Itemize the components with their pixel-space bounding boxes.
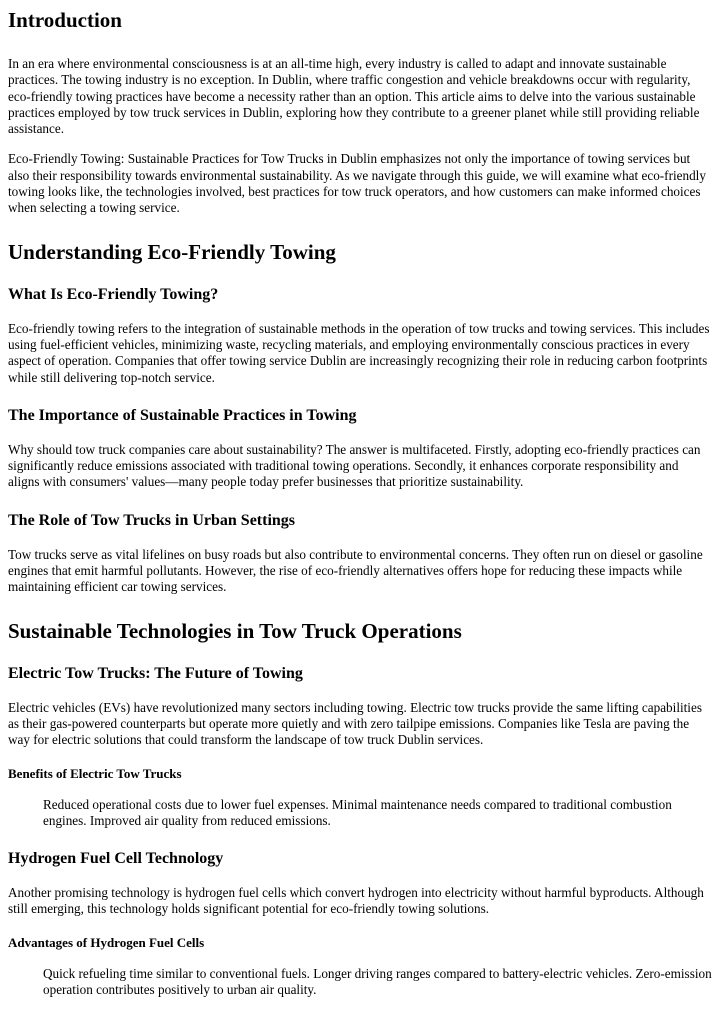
importance-heading: The Importance of Sustainable Practices in Towing xyxy=(8,406,357,424)
hydrogen-paragraph: Another promising technology is hydrogen fuel cells which convert hydrogen into electricity without harmful byproducts. Although still emerging, this technology holds significant potential for eco-friendly towing solutions. xyxy=(8,885,704,917)
understanding-heading: Understanding Eco-Friendly Towing xyxy=(8,239,336,264)
role-paragraph: Tow trucks serve as vital lifelines on busy roads but also contribute to environmental concerns. They often run on diesel or gasoline engines that emit harmful pollutants. However, the rise of eco-friendly alternatives offers hope for reducing these impacts while maintaining efficient car towing services. xyxy=(8,546,703,595)
electric-benefits-heading: Benefits of Electric Tow Trucks xyxy=(8,765,182,781)
importance-paragraph: Why should tow truck companies care about sustainability? The answer is multifaceted. Firstly, adopting eco-friendly practices can significantly reduce emissions associated with traditional towing operations. Secondly, it enhances corporate responsibility and aligns with consumers' values—many people today prefer businesses that prioritize sustainability. xyxy=(8,441,701,490)
intro-heading: Introduction xyxy=(8,8,122,32)
hydrogen-advantages-heading: Advantages of Hydrogen Fuel Cells xyxy=(8,934,205,950)
electric-heading: Electric Tow Trucks: The Future of Towing xyxy=(8,664,303,682)
technologies-heading: Sustainable Technologies in Tow Truck Operations xyxy=(8,618,462,643)
what-is-paragraph: Eco-friendly towing refers to the integration of sustainable methods in the operation of tow trucks and towing services. This includes using fuel-efficient vehicles, minimizing waste, recycling materials, and employing environmentally conscious practices in every aspect of operation. Companies that offer towing service Dublin are increasingly recognizing their role in reducing carbon footprints while still delivering top-notch service. xyxy=(8,320,710,385)
electric-benefits-list: Reduced operational costs due to lower fuel expenses. Minimal maintenance needs compared to traditional combustion engines. Improved air quality from reduced emissions. xyxy=(43,796,672,828)
intro-paragraph-1: In an era where environmental consciousness is at an all-time high, every industry is called to adapt and innovate sustainable practices. The towing industry is no exception. In Dublin, where traffic congestion and vehicle breakdowns occur with regularity, eco-friendly towing practices have become a necessity rather than an option. This article aims to delve into the various sustainable practices employed by tow truck services in Dublin, exploring how they contribute to a greener planet while still providing reliable assistance. xyxy=(8,56,700,137)
electric-paragraph: Electric vehicles (EVs) have revolutionized many sectors including towing. Electric tow trucks provide the same lifting capabilities as their gas-powered counterparts but operate more quietly and with zero tailpipe emissions. Companies like Tesla are paving the way for electric solutions that could transform the landscape of tow truck Dublin services. xyxy=(8,699,702,748)
what-is-heading: What Is Eco-Friendly Towing? xyxy=(8,285,219,303)
intro-paragraph-2: Eco-Friendly Towing: Sustainable Practices for Tow Trucks in Dublin emphasizes not only the importance of towing services but also their responsibility towards environmental sustainability. As we navigate through this guide, we will examine what eco-friendly towing looks like, the technologies involved, best practices for tow truck operators, and how customers can make informed choices when selecting a towing service. xyxy=(8,151,706,216)
hydrogen-heading: Hydrogen Fuel Cell Technology xyxy=(8,850,224,868)
role-heading: The Role of Tow Trucks in Urban Settings xyxy=(8,511,296,529)
article xyxy=(0,7,720,998)
hydrogen-advantages-list: Quick refueling time similar to conventional fuels. Longer driving ranges compared to battery-electric vehicles. Zero-emission operation contributes positively to urban air quality. xyxy=(43,965,712,998)
